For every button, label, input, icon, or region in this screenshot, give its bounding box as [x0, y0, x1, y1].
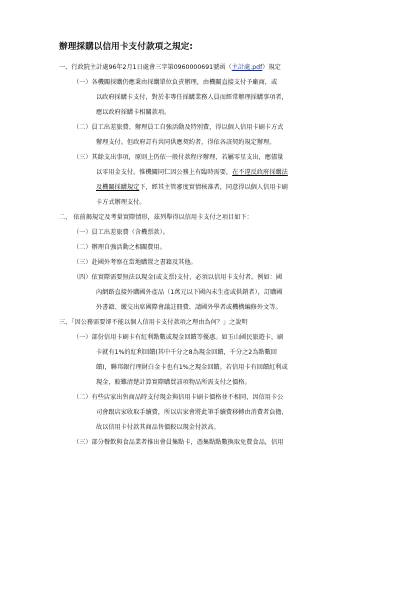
text-segment: ）規定 — [262, 64, 281, 71]
text-segment: 以零用金支付。惟機關同仁因公務上有臨時需要， — [96, 169, 233, 176]
text-line — [96, 375, 372, 390]
text-segment: 司會跟店家收取手續費，所以店家會將此筆手續費移轉由消費者負擔， — [96, 409, 288, 416]
text-line — [96, 90, 372, 105]
text-line — [73, 390, 372, 405]
text-line — [96, 285, 372, 300]
text-segment: （三）其餘支出事項，原則上仍依一般付款程序辦理，若屬零星支出，應儘量 — [73, 154, 284, 161]
text-line — [96, 405, 372, 420]
text-line — [96, 135, 372, 150]
text-segment: 故以信用卡付款其商品售價較以現金付款高。 — [96, 424, 220, 431]
text-segment: （三）部分餐飲與食品業者推出會員集點卡，憑集點點數換取免費食品，信用 — [73, 439, 284, 446]
text-line — [96, 105, 372, 120]
text-segment: 卡方式辦理支付。 — [96, 199, 146, 206]
text-segment: （四）依實際需要無法以現金(或支票)支付，必須以信用卡支付者。例如：國 — [73, 274, 283, 281]
text-line — [96, 300, 372, 315]
text-segment: 卡就有1%的紅利回饋(其中千分之8為現金回饋，千分之2為點數回 — [96, 349, 277, 356]
text-line — [73, 255, 372, 270]
text-line — [73, 435, 372, 450]
text-segment: 應以政府採購卡相關款項。 — [96, 109, 171, 116]
text-line — [96, 165, 372, 180]
document-title: 辦理採購以信用卡支付款項之規定: — [59, 42, 193, 52]
text-segment: 饋)，聯邦銀行理財白金卡也有1%之現金回饋。若信用卡有回饋紅利或 — [96, 364, 288, 371]
text-line — [96, 345, 372, 360]
underlined-text: 在不違反政府採購法 — [232, 169, 288, 176]
underlined-text: 及機關採購規定 — [96, 184, 140, 191]
text-line — [96, 195, 372, 210]
text-segment: 辦理支付。但政府訂有共同供應契約者，得依各該契約規定辦理。 — [96, 139, 276, 146]
document-body — [59, 60, 372, 450]
text-line — [59, 60, 372, 75]
text-line — [73, 120, 372, 135]
text-line — [59, 210, 372, 225]
text-line — [96, 360, 372, 375]
text-line — [73, 270, 372, 285]
text-segment: （一）各機關採購仍應秉由採購單位負責辦理，由機關直接支付予廠商，或 — [73, 79, 278, 86]
text-line — [73, 225, 372, 240]
text-segment: 三、「因公務需要卻不能以個人信用卡支付款項之理由為何？」之說明 — [59, 319, 248, 326]
text-segment: 一、行政院主計處96年2月1日處會三字第0960000691號函（ — [59, 64, 232, 71]
text-segment: （二）員工出差旅費、辦理員工自強活動及特別費，得以個人信用卡刷卡方式 — [73, 124, 284, 131]
text-segment: 二、 依前揭規定及考量實際情形，茲列舉得以信用卡支付之項目如下： — [59, 214, 253, 221]
text-segment: 下，經其主管審度實情核准者，同意得以個人信用卡刷 — [139, 184, 288, 191]
text-segment: （二）有些店家出售商品時支付現金與信用卡刷卡價格並不相同，因信用卡公 — [73, 394, 284, 401]
text-line — [73, 240, 372, 255]
text-line — [73, 330, 372, 345]
text-segment: （二）辦理自強活動之相關費用。 — [73, 244, 166, 251]
text-segment: （一）員工出差旅費（含機票款）。 — [73, 229, 169, 236]
text-segment: 內網路直接外購國外產品（1萬元以下國內未生產或供銷者），訂購國 — [96, 289, 283, 296]
text-line — [96, 420, 372, 435]
text-line — [96, 180, 372, 195]
text-segment: 現金，較難清楚計算實際購買該項物品所需支付之價格。 — [96, 379, 251, 386]
text-line — [73, 75, 372, 90]
text-line — [73, 150, 372, 165]
pdf-link[interactable]: 主計處.pdf — [231, 64, 263, 71]
text-segment: 以政府採購卡支付，對於非專任採購業務人員而經常辦理採購事項者， — [96, 94, 288, 101]
text-segment: （一）部份信用卡刷卡有紅利點數或現金回饋等優惠。如玉山國民旅遊卡，刷 — [73, 334, 284, 341]
text-line — [59, 315, 372, 330]
text-segment: （三）赴國外考察在當地購置之書籍及其他。 — [73, 259, 197, 266]
text-segment: 外書籍、繳交出席國際會議註冊費、請國外學者或機構編修外文等。 — [96, 304, 282, 311]
